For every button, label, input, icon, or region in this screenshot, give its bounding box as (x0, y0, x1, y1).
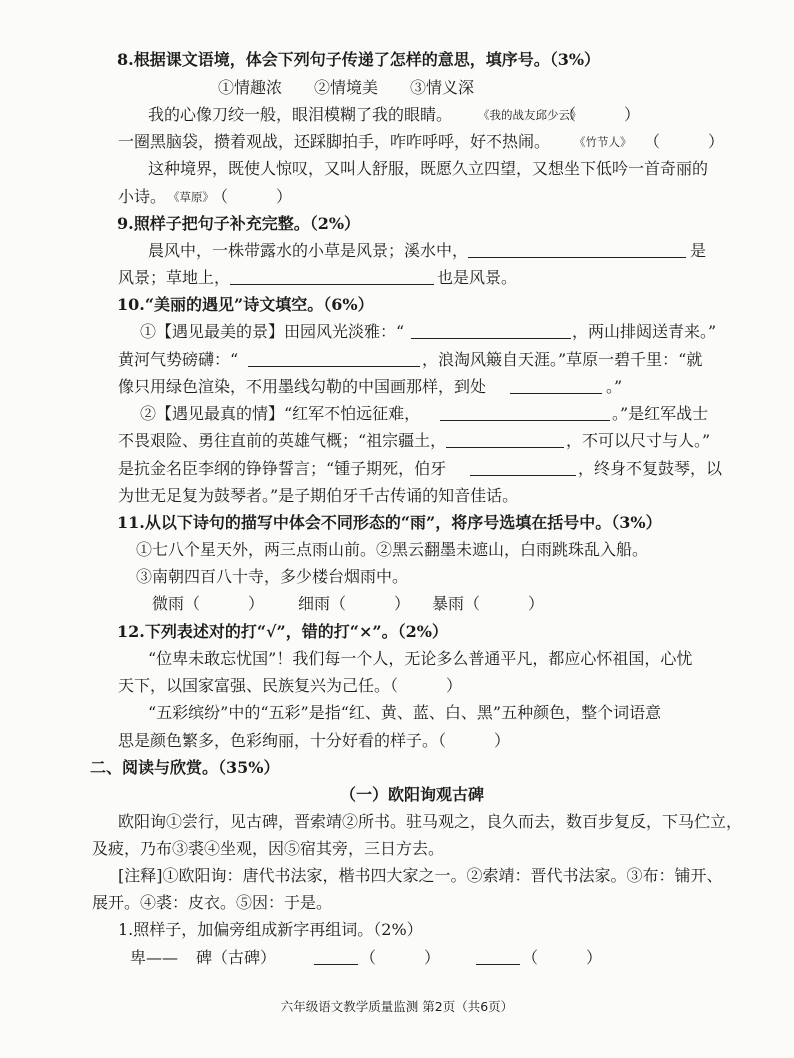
source-citation: 《我的战友邱少云》 (478, 108, 582, 122)
q11-title-line (0, 508, 794, 538)
fill-blank[interactable] (411, 338, 571, 339)
q10-line-7: 为世无足复为鼓琴者。”是子期伯牙千古传诵的知音佳话。 (118, 486, 519, 505)
q9-line-1: 晨风中，一株带露水的小草是风景；溪水中， 是 (148, 241, 707, 260)
q10-title: 10.“美丽的遇见”诗文填空。（6%） (117, 295, 374, 314)
notes-line-1: [注释]①欧阳询：唐代书法家，楷书四大家之一。②索靖：晋代书法家。③布：铺开、 (118, 866, 723, 885)
answer-paren[interactable]: 细雨（ ） (298, 594, 411, 613)
passage-title-line (0, 780, 794, 810)
passage-title: （一）欧阳询观古碑 (340, 785, 485, 804)
answer-paren[interactable]: 暴雨（ ） (432, 594, 545, 613)
section-title: 二、阅读与欣赏。（35%） (90, 758, 280, 777)
q10-line-3: 像只用绿色渲染，不用墨线勾勒的中国画那样，到处 。” (118, 377, 623, 396)
q1-title: 1.照样子，加偏旁组成新字再组词。（2%） (118, 920, 423, 939)
fill-blank[interactable] (230, 284, 434, 285)
source-citation: 《竹节人》 (574, 135, 632, 149)
q8-options: ①情趣浓 ②情境美 ③情义深 (218, 78, 475, 97)
q1-title-line (0, 915, 794, 945)
q10-title-line (0, 290, 794, 320)
fill-blank[interactable] (248, 366, 420, 367)
answer-paren[interactable]: （ ） (360, 948, 441, 967)
q8-sentence-1: 我的心像刀绞一般，眼泪模糊了我的眼睛。 《我的战友邱少云》 （ ） (0, 100, 794, 130)
source-citation: 《草原》 (168, 190, 214, 204)
answer-paren[interactable]: （ ） (644, 132, 725, 151)
passage-line-2: 及疲，乃布③裘④坐观，因⑤宿其旁，三日方去。 (92, 839, 445, 858)
q9-line-2: 风景；草地上， 也是风景。 (118, 268, 518, 287)
q12-title-line (0, 617, 794, 647)
answer-paren[interactable]: （ ） (560, 105, 641, 124)
q8-sentence-2: 一圈黑脑袋，攒着观战，还踩脚拍手，咋咋呼呼，好不热闹。 《竹节人》 （ ） (0, 127, 794, 157)
q12-title: 12.下列表述对的打“√”，错的打“×”。（2%） (117, 622, 448, 641)
q11-line-2: ③南朝四百八十寺，多少楼台烟雨中。 (136, 567, 409, 586)
q12-item-a-1: “位卑未敢忘忧国”！我们每一个人，无论多么普通平凡，都应心怀祖国，心忧 (148, 649, 693, 668)
q12-item-a-2: 天下，以国家富强、民族复兴为己任。（ ） (118, 676, 463, 695)
q10-line-1: ①【遇见最美的景】田园风光淡雅：“ ，两山排闼送青来。” (140, 322, 717, 341)
fill-blank[interactable] (476, 964, 520, 965)
fill-blank[interactable] (446, 447, 564, 448)
q10-line-2: 黄河气势磅礴：“ ，浪淘风簸自天涯。”草原一碧千里：“就 (118, 350, 703, 369)
fill-blank[interactable] (468, 257, 686, 258)
q10-line-6: 是抗金名臣李纲的铮铮誓言；“锺子期死，伯牙 ，终身不复鼓琴，以 (118, 459, 723, 478)
fill-blank[interactable] (510, 393, 602, 394)
answer-paren[interactable]: 微雨（ ） (152, 594, 265, 613)
q8-title-line (0, 45, 794, 75)
q9-title: 9.照样子把句子补充完整。（2%） (117, 214, 361, 233)
q8-sentence-3-cont: 小诗。 《草原》 （ ） (0, 182, 794, 212)
q8-sentence-3: 这种境界，既使人惊叹，又叫人舒服，既愿久立四望，又想坐下低吟一首奇丽的 (148, 159, 709, 178)
q10-line-5: 不畏艰险、勇往直前的英雄气概；“祖宗疆土， ，不可以尺寸与人。” (118, 431, 711, 450)
answer-paren[interactable]: （ ） (522, 948, 603, 967)
answer-paren[interactable]: （ ） (212, 187, 293, 206)
q1-example-line: 卑—— 碑（古碑） （ ） （ ） (0, 943, 794, 973)
q10-line-4: ②【遇见最真的情】“红军不怕远征难， 。”是红军战士 (140, 404, 709, 423)
page-footer: 六年级语文教学质量监测 第2页（共6页） (280, 999, 514, 1014)
q12-item-b-1: “五彩缤纷”中的“五彩”是指“红、黄、蓝、白、黑”五种颜色，整个词语意 (148, 703, 662, 722)
q11-fill-line (0, 589, 794, 619)
fill-blank[interactable] (314, 964, 358, 965)
section2-title-line (0, 753, 794, 783)
fill-blank[interactable] (440, 420, 610, 421)
q9-title-line (0, 209, 794, 239)
q8-options-line (0, 73, 794, 103)
notes-line-2: 展开。④裘：皮衣。⑤因：于是。 (92, 893, 333, 912)
q8-title: 8.根据课文语境，体会下列句子传递了怎样的意思，填序号。（3%） (117, 50, 601, 69)
fill-blank[interactable] (470, 475, 576, 476)
q11-title: 11.从以下诗句的描写中体会不同形态的“雨”，将序号选填在括号中。（3%） (117, 513, 662, 532)
passage-line-1: 欧阳询①尝行，见古碑，晋索靖②所书。驻马观之，良久而去，数百步复反，下马伫立， (118, 812, 743, 831)
q12-item-b-2: 思是颜色繁多，色彩绚丽，十分好看的样子。（ ） (118, 731, 511, 750)
q11-line-1: ①七八个星天外，两三点雨山前。②黑云翻墨未遮山，白雨跳珠乱入船。 (136, 540, 649, 559)
